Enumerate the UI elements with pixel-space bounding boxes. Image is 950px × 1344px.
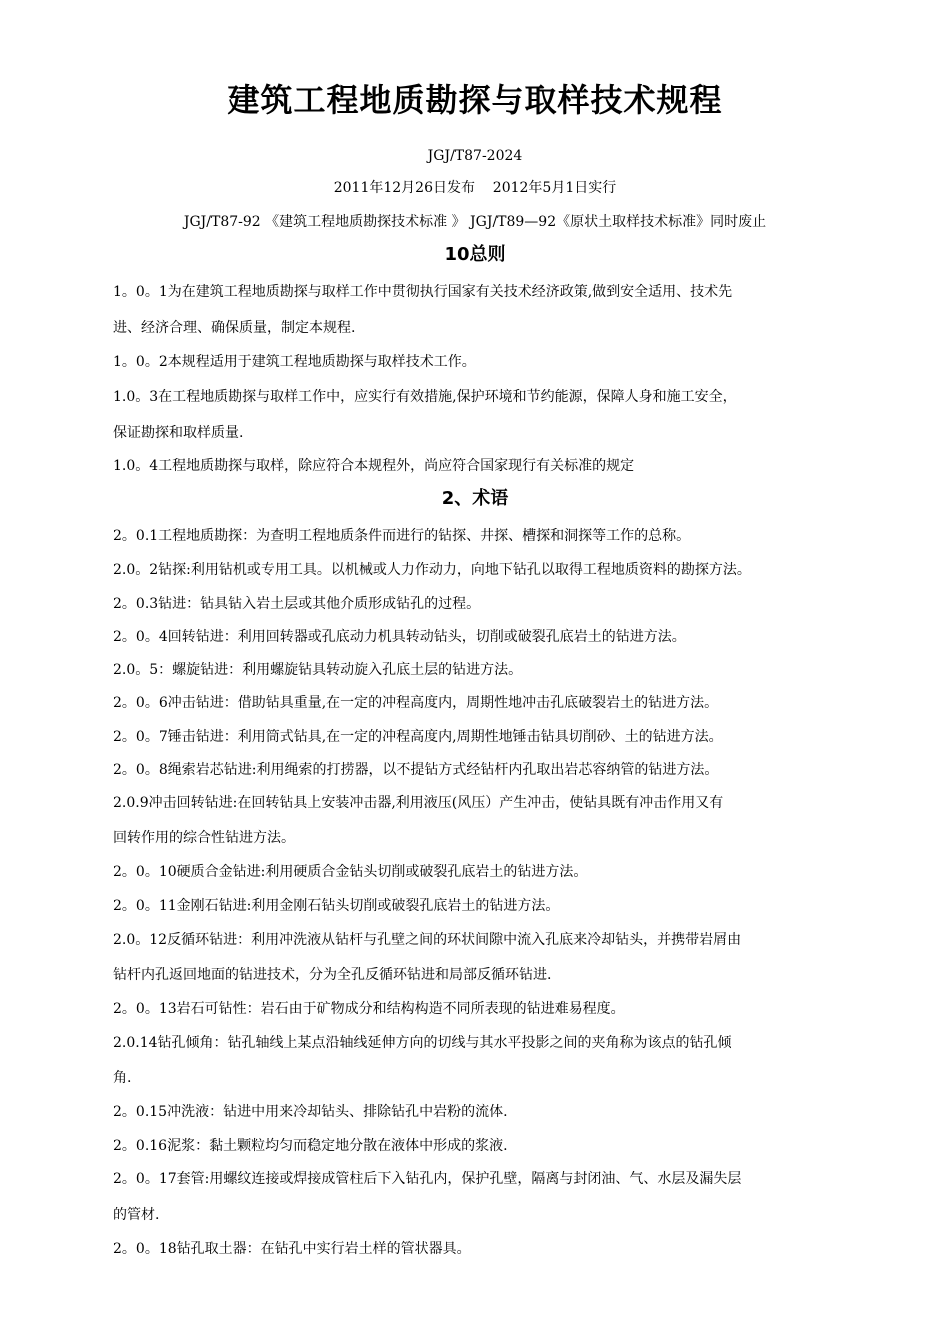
paragraph-line: 2。0。13岩石可钻性：岩石由于矿物成分和结构构造不同所表现的钻进难易程度。 [113, 1001, 625, 1017]
paragraph-line: 2.0。5：螺旋钻进：利用螺旋钻具转动旋入孔底土层的钻进方法。 [113, 662, 523, 678]
supersedes-note: JGJ/T87-92 《建筑工程地质勘探技术标准 》 JGJ/T89—92《原状土取样技术标准》同时废止 [183, 214, 767, 230]
standard-code: JGJ/T87-2024 [427, 148, 523, 164]
paragraph-line: 2。0。18钻孔取土器：在钻孔中实行岩土样的管状器具。 [113, 1241, 471, 1257]
section-heading-general: 10总则 [444, 244, 506, 265]
paragraph-line: 2。0。4回转钻进：利用回转器或孔底动力机具转动钻头，切削或破裂孔底岩土的钻进方法。 [113, 629, 686, 645]
paragraph-line: 2.0。2钻探:利用钻机或专用工具。以机械或人力作动力，向地下钻孔以取得工程地质资料的勘探方法。 [113, 562, 751, 578]
paragraph-line: 回转作用的综合性钻进方法。 [113, 830, 295, 846]
paragraph-line: 1.0。4工程地质勘探与取样，除应符合本规程外，尚应符合国家现行有关标准的规定 [113, 458, 635, 474]
paragraph-line: 2。0.16泥浆：黏土颗粒均匀而稳定地分散在液体中形成的浆液. [113, 1138, 508, 1154]
paragraph-line: 2.0.9冲击回转钻进:在回转钻具上安装冲击器,利用液压(风压）产生冲击，使钻具既有冲击作用又有 [113, 795, 724, 811]
paragraph-line: 1.0。3在工程地质勘探与取样工作中，应实行有效措施,保护环境和节约能源，保障人身和施工安全， [113, 389, 737, 405]
paragraph-line: 进、经济合理、确保质量，制定本规程. [113, 320, 356, 336]
paragraph-line: 角. [113, 1070, 132, 1086]
paragraph-line: 2。0.3钻进：钻具钻入岩土层或其他介质形成钻孔的过程。 [113, 596, 481, 612]
paragraph-line: 2。0.15冲洗液：钻进中用来冷却钻头、排除钻孔中岩粉的流体. [113, 1104, 508, 1120]
paragraph-line: 2。0.1工程地质勘探：为查明工程地质条件而进行的钻探、井探、槽探和洞探等工作的总称。 [113, 528, 691, 544]
paragraph-line: 1。0。1为在建筑工程地质勘探与取样工作中贯彻执行国家有关技术经济政策,做到安全适用、技术先 [113, 284, 733, 300]
publish-dates: 2011年12月26日发布 2012年5月1日实行 [333, 180, 617, 196]
section-heading-terms: 2、术语 [441, 488, 509, 509]
paragraph-line: 2。0。11金刚石钻进:利用金刚石钻头切削或破裂孔底岩土的钻进方法。 [113, 898, 560, 914]
paragraph-line: 2。0。8绳索岩芯钻进:利用绳索的打捞器，以不提钻方式经钻杆内孔取出岩芯容纳管的钻进方法。 [113, 762, 719, 778]
paragraph-line: 2。0。6冲击钻进：借助钻具重量,在一定的冲程高度内，周期性地冲击孔底破裂岩土的钻进方法。 [113, 695, 719, 711]
paragraph-line: 2.0。12反循环钻进：利用冲洗液从钻杆与孔壁之间的环状间隙中流入孔底来冷却钻头，并携带岩屑由 [113, 932, 742, 948]
paragraph-line: 钻杆内孔返回地面的钻进技术，分为全孔反循环钻进和局部反循环钻进. [113, 967, 552, 983]
paragraph-line: 2。0。10硬质合金钻进:利用硬质合金钻头切削或破裂孔底岩土的钻进方法。 [113, 864, 588, 880]
paragraph-line: 2。0。7锤击钻进：利用筒式钻具,在一定的冲程高度内,周期性地锤击钻具切削砂、土的钻进方法。 [113, 729, 723, 745]
paragraph-line: 的管材. [113, 1207, 160, 1223]
paragraph-line: 2。0。17套管:用螺纹连接或焊接成管柱后下入钻孔内，保护孔壁，隔离与封闭油、气、水层及漏失层 [113, 1171, 742, 1187]
paragraph-line: 1。0。2本规程适用于建筑工程地质勘探与取样技术工作。 [113, 354, 476, 370]
document-title: 建筑工程地质勘探与取样技术规程 [227, 81, 723, 119]
paragraph-line: 保证勘探和取样质量. [113, 425, 244, 441]
paragraph-line: 2.0.14钻孔倾角：钻孔轴线上某点沿轴线延伸方向的切线与其水平投影之间的夹角称为该点的钻孔倾 [113, 1035, 732, 1051]
